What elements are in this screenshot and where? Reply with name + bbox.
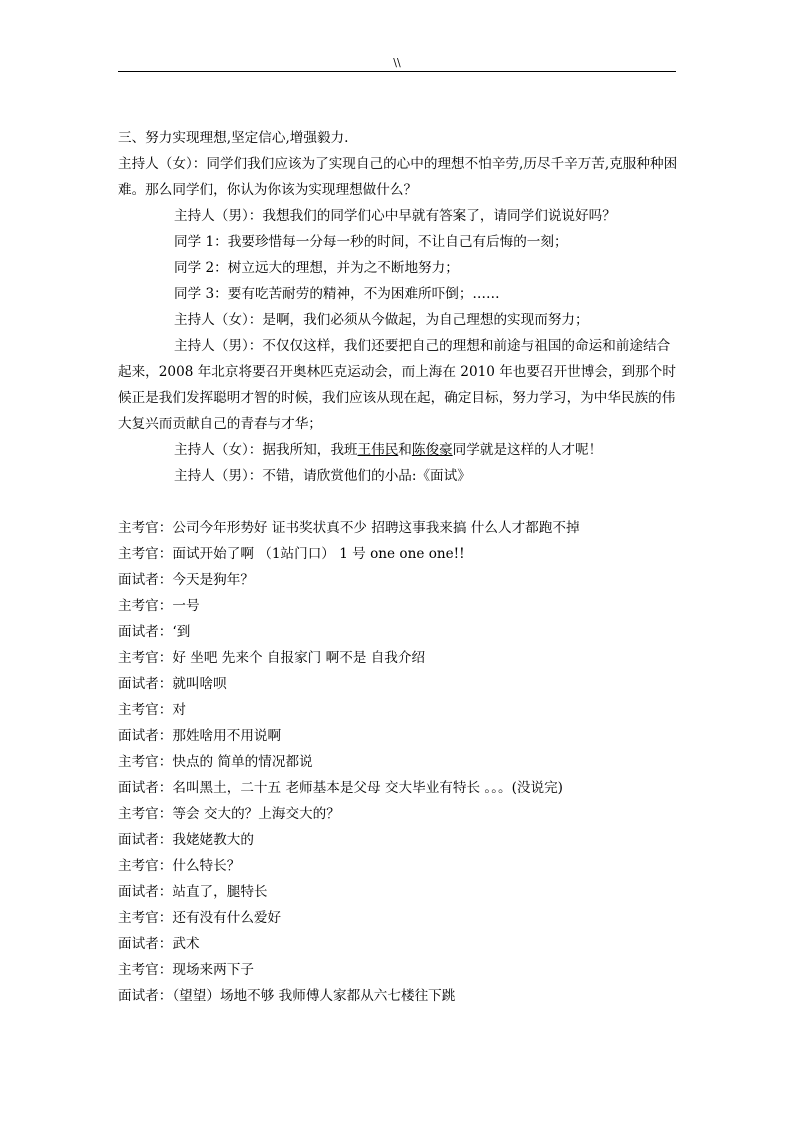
paragraph-student-3: 同学 3：要有吃苦耐劳的精神，不为困难所吓倒；……: [174, 286, 500, 302]
script-line: 主考官：公司今年形势好 证书奖状真不少 招聘这事我来搞 什么人才都跑不掉: [118, 520, 580, 536]
intro-suffix: 同学就是这样的人才呢！: [452, 442, 603, 458]
script-line: 面试者：站直了，腿特长: [118, 884, 268, 900]
paragraph-host-male-3: 主持人（男）：不错，请欣赏他们的小品:《面试》: [174, 468, 471, 484]
script-line: 主考官：什么特长？: [118, 858, 241, 874]
script-line: 面试者：那姓啥用不用说啊: [118, 728, 282, 744]
script-line: 面试者：今天是狗年？: [118, 572, 254, 588]
script-line: 主考官：一号: [118, 598, 200, 614]
script-line: 面试者：就叫啥呗: [118, 676, 227, 692]
intro-mid: 和: [398, 442, 412, 458]
script-line: 面试者：武术: [118, 936, 200, 952]
script-line: 主考官：还有没有什么爱好: [118, 910, 282, 926]
intro-prefix: 主持人（女）：据我所知，我班: [174, 442, 358, 458]
paragraph-student-1: 同学 1：我要珍惜每一分每一秒的时间，不让自己有后悔的一刻；: [174, 234, 568, 250]
page-header-mark: \\: [393, 56, 401, 69]
header-rule: [118, 71, 676, 72]
script-line: 主考官：好 坐吧 先来个 自报家门 啊不是 自我介绍: [118, 650, 426, 666]
script-line: 面试者：名叫黑土，二十五 老师基本是父母 交大毕业有特长 。。。(没说完): [118, 780, 563, 796]
paragraph-host-male-1: 主持人（男）：我想我们的同学们心中早就有答案了，请同学们说说好吗？: [174, 208, 616, 224]
section-heading: 三、努力实现理想,坚定信心,增强毅力.: [118, 130, 349, 146]
paragraph-host-female-1: 主持人（女）：同学们我们应该为了实现自己的心中的理想不怕辛劳,历尽千辛万苦,克服种种困难。那么同学们，你认为你该为实现理想做什么？: [118, 156, 678, 198]
blank-line: [118, 489, 678, 515]
script-line: 主考官：现场来两下子: [118, 962, 254, 978]
script-line: 面试者：（望望）场地不够 我师傅人家都从六七楼往下跳: [118, 988, 456, 1004]
student-name-2: 陈俊豪: [411, 442, 453, 458]
script-line: 面试者：我姥姥教大的: [118, 832, 254, 848]
script-line: 主考官：面试开始了啊 （1站门口） 1 号 one one one!!: [118, 546, 465, 562]
script-line: 主考官：等会 交大的？上海交大的？: [118, 806, 340, 822]
paragraph-student-2: 同学 2：树立远大的理想，并为之不断地努力；: [174, 260, 459, 276]
paragraph-host-female-2: 主持人（女）：是啊，我们必须从今做起，为自己理想的实现而努力；: [174, 312, 589, 328]
student-name-1: 王伟民: [357, 442, 399, 458]
script-line: 主考官：对: [118, 702, 186, 718]
document-body: [118, 125, 678, 1009]
script-line: 主考官：快点的 简单的情况都说: [118, 754, 313, 770]
paragraph-host-male-2: 主持人（男）：不仅仅这样，我们还要把自己的理想和前途与祖国的命运和前途结合起来，2008 年北京将要召开奥林匹克运动会，而上海在 2010 年也要召开世博会，到那个时候正是我们发挥聪明才智的时候，我们应该从现在起，确定目标，努力学习，为中华民族的伟大复兴而贡献自己的青春与才华；: [118, 338, 676, 432]
script-line: 面试者：‘到: [118, 624, 191, 640]
paragraph-host-female-3: [118, 437, 678, 463]
